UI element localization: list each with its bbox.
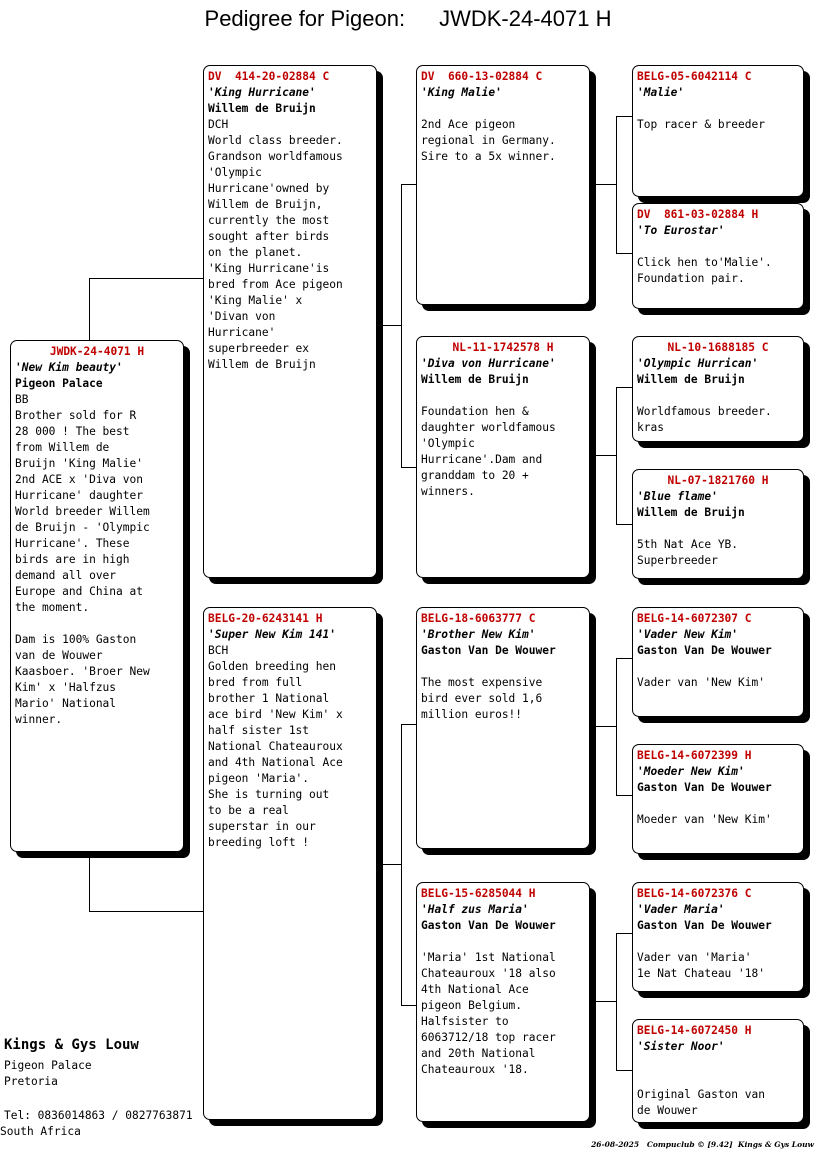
connector xyxy=(616,387,632,388)
connector xyxy=(616,658,632,659)
page-title xyxy=(0,6,816,32)
connector xyxy=(381,325,401,326)
pigeon-owner: Gaston Van De Wouwer xyxy=(421,919,556,932)
connector xyxy=(616,253,632,254)
connector xyxy=(616,933,632,934)
pigeon-name: 'To Eurostar' xyxy=(637,224,725,237)
pigeon-notes: Original Gaston van de Wouwer xyxy=(637,1088,765,1117)
connector xyxy=(616,524,632,525)
pigeon-card-dam-sire[interactable] xyxy=(416,607,590,849)
pigeon-notes: 5th Nat Ace YB. Superbreeder xyxy=(637,538,739,567)
breeder-info xyxy=(4,1036,139,1090)
ring-number: BELG-20-6243141 H xyxy=(208,612,323,625)
connector xyxy=(381,864,401,865)
connector xyxy=(594,184,616,185)
breeder-phone: Tel: 0836014863 / 0827763871 xyxy=(4,1109,193,1122)
pigeon-notes: BB Brother sold for R 28 000 ! The best from Willem de Bruijn 'King Malie' 2nd ACE x 'Diva von Hurricane' daughter World breeder Willem de Bruijn - 'Olympic Hurricane'. These birds are in high demand all over Europe and China at the moment. Dam is 100% Gaston van de Wouwer Kaasboer. 'Broer New Kim' x 'Halfzus Mario' National winner. xyxy=(15,393,150,726)
title-label: Pedigree for Pigeon: xyxy=(204,6,406,31)
connector xyxy=(616,658,617,796)
pigeon-name: 'Olympic Hurrican' xyxy=(637,357,759,370)
pigeon-name: 'Brother New Kim' xyxy=(421,628,536,641)
pigeon-owner: Gaston Van De Wouwer xyxy=(421,644,556,657)
pigeon-notes: Moeder van 'New Kim' xyxy=(637,813,772,826)
pigeon-notes: Vader van 'Maria' 1e Nat Chateau '18' xyxy=(637,951,765,980)
pigeon-owner: Willem de Bruijn xyxy=(637,373,745,386)
breeder-country: South Africa xyxy=(0,1125,81,1138)
connector xyxy=(594,1001,616,1002)
footer-credit: 26-08-2025 Compuclub © [9.42] Kings & Gys Louw xyxy=(591,1140,814,1149)
connector xyxy=(401,184,402,468)
pigeon-notes: Worldfamous breeder. kras xyxy=(637,405,772,434)
ring-number: NL-10-1688185 C xyxy=(667,341,769,354)
ring-number: DV 414-20-02884 C xyxy=(208,70,330,83)
connector xyxy=(401,184,416,185)
pigeon-name: 'King Malie' xyxy=(421,86,502,99)
pigeon-owner: Gaston Van De Wouwer xyxy=(637,781,772,794)
connector xyxy=(89,278,90,340)
pigeon-notes: Vader van 'New Kim' xyxy=(637,676,765,689)
connector xyxy=(89,911,203,912)
connector xyxy=(616,933,617,1071)
ring-number: NL-07-1821760 H xyxy=(667,474,769,487)
pigeon-name: 'Malie' xyxy=(637,86,685,99)
connector xyxy=(616,1070,632,1071)
title-ring: JWDK-24-4071 H xyxy=(439,6,612,31)
pigeon-notes: Foundation hen & daughter worldfamous 'Olympic Hurricane'.Dam and granddam to 20 + winners. xyxy=(421,405,556,498)
pigeon-card-sss[interactable] xyxy=(632,65,804,197)
pigeon-name: 'Moeder New Kim' xyxy=(637,765,745,778)
pigeon-notes: The most expensive bird ever sold 1,6 million euros!! xyxy=(421,676,543,721)
pigeon-owner: Gaston Van De Wouwer xyxy=(637,644,772,657)
connector xyxy=(401,1005,416,1006)
ring-number: BELG-15-6285044 H xyxy=(421,887,536,900)
ring-number: BELG-14-6072376 C xyxy=(637,887,752,900)
pigeon-card-sdd[interactable] xyxy=(632,469,804,579)
ring-number: DV 660-13-02884 C xyxy=(421,70,543,83)
pigeon-name: 'Blue flame' xyxy=(637,490,718,503)
pigeon-name: 'Super New Kim 141' xyxy=(208,628,336,641)
pigeon-notes: 'Maria' 1st National Chateauroux '18 also 4th National Ace pigeon Belgium. Halfsister to 6063712/18 top racer and 20th National Chateauroux '18. xyxy=(421,951,556,1076)
ring-number: BELG-14-6072307 C xyxy=(637,612,752,625)
ring-number: BELG-14-6072450 H xyxy=(637,1024,752,1037)
pigeon-notes: 2nd Ace pigeon regional in Germany. Sire to a 5x winner. xyxy=(421,118,556,163)
pigeon-notes: BCH Golden breeding hen bred from full brother 1 National ace bird 'New Kim' x half sister 1st National Chateauroux and 4th National Ace pigeon 'Maria'. She is turning out to be a real superstar in our breeding loft ! xyxy=(208,644,343,849)
pigeon-card-dds[interactable] xyxy=(632,882,804,992)
connector xyxy=(616,795,632,796)
breeder-loft: Pigeon Palace xyxy=(4,1059,92,1072)
connector xyxy=(594,726,616,727)
ring-number: BELG-18-6063777 C xyxy=(421,612,536,625)
connector xyxy=(401,467,416,468)
connector xyxy=(616,387,617,525)
connector xyxy=(401,724,416,725)
pigeon-name: 'New Kim beauty' xyxy=(15,361,123,374)
pigeon-card-dam[interactable] xyxy=(203,607,377,1120)
breeder-city: Pretoria xyxy=(4,1075,58,1088)
connector xyxy=(616,116,617,254)
breeder-name: Kings & Gys Louw xyxy=(4,1037,139,1053)
ring-number: NL-11-1742578 H xyxy=(452,341,554,354)
pigeon-card-sds[interactable] xyxy=(632,336,804,442)
pigeon-card-dss[interactable] xyxy=(632,607,804,717)
pigeon-notes: DCH World class breeder. Grandson worldfamous 'Olympic Hurricane'owned by Willem de Bruijn, currently the most sought after birds on the planet. 'King Hurricane'is bred from Ace pigeon 'King Malie' x 'Divan von Hurricane' superbreeder ex Willem de Bruijn xyxy=(208,118,343,371)
pigeon-name: 'Sister Noor' xyxy=(637,1040,725,1053)
ring-number: BELG-05-6042114 C xyxy=(637,70,752,83)
pigeon-owner: Pigeon Palace xyxy=(15,377,103,390)
pigeon-owner: Gaston Van De Wouwer xyxy=(637,919,772,932)
pigeon-name: 'Diva von Hurricane' xyxy=(421,357,556,370)
ring-number: JWDK-24-4071 H xyxy=(49,345,145,358)
pigeon-card-dsd[interactable] xyxy=(632,744,804,854)
ring-number: BELG-14-6072399 H xyxy=(637,749,752,762)
pigeon-card-sire-sire[interactable] xyxy=(416,65,590,305)
pigeon-owner: Willem de Bruijn xyxy=(421,373,529,386)
connector xyxy=(401,724,402,1006)
connector xyxy=(89,278,203,279)
pigeon-card-ssd[interactable] xyxy=(632,203,804,309)
pigeon-card-dam-dam[interactable] xyxy=(416,882,590,1122)
pigeon-notes: Click hen to'Malie'. Foundation pair. xyxy=(637,256,772,285)
pigeon-name: 'Vader Maria' xyxy=(637,903,725,916)
pigeon-owner: Willem de Bruijn xyxy=(208,102,316,115)
pigeon-name: 'Vader New Kim' xyxy=(637,628,739,641)
pigeon-notes: Top racer & breeder xyxy=(637,118,765,131)
pigeon-card-ddd[interactable] xyxy=(632,1019,804,1123)
ring-number: DV 861-03-02884 H xyxy=(637,208,759,221)
connector xyxy=(616,116,632,117)
pigeon-owner: Willem de Bruijn xyxy=(637,506,745,519)
pigeon-card-sire[interactable] xyxy=(203,65,377,578)
pigeon-name: 'Half zus Maria' xyxy=(421,903,529,916)
pigeon-card-sire-dam[interactable] xyxy=(416,336,590,578)
connector xyxy=(594,455,616,456)
pigeon-card-subject[interactable] xyxy=(10,340,184,852)
connector xyxy=(89,852,90,912)
pigeon-name: 'King Hurricane' xyxy=(208,86,316,99)
